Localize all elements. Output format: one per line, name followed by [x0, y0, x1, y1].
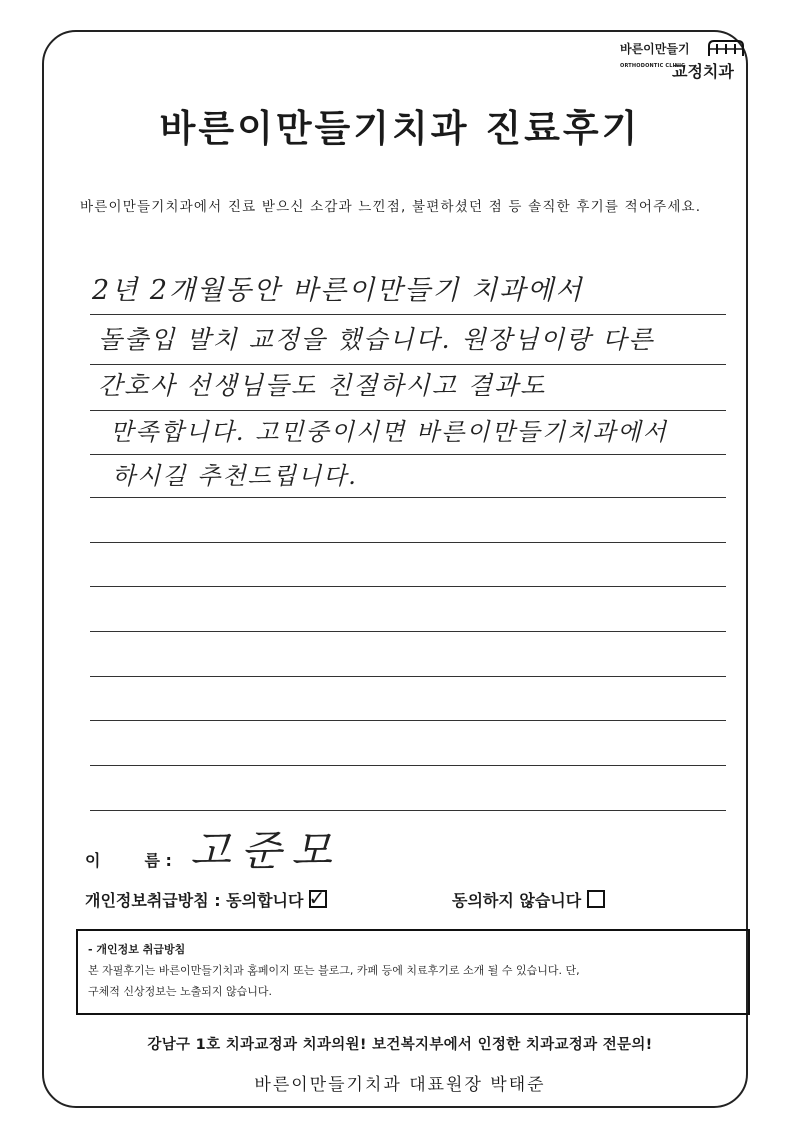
writing-line	[90, 454, 726, 455]
review-handwriting-line: 만족합니다. 고민중이시면 바른이만들기치과에서	[110, 418, 668, 446]
review-handwriting-line: 2년 2개월동안 바른이만들기 치과에서	[92, 275, 584, 306]
privacy-policy-box	[76, 929, 750, 1015]
intro-text: 바른이만들기치과에서 진료 받으신 소감과 느낀점, 불편하셨던 점 등 솔직한 후기를 적어주세요.	[80, 199, 702, 215]
writing-line	[90, 542, 726, 543]
writing-line	[90, 720, 726, 721]
consent-checkbox[interactable]	[308, 886, 327, 910]
name-label: 이	[85, 851, 101, 870]
consent-row	[85, 888, 327, 911]
logo-name: 바른이만들기	[620, 42, 690, 56]
review-handwriting-line: 하시길 추천드립니다.	[112, 462, 358, 490]
logo-clinic-type: 교정치과	[672, 62, 734, 81]
writing-line	[90, 314, 726, 315]
name-handwriting: 고준모	[190, 826, 342, 875]
writing-line	[90, 810, 726, 811]
name-label-suffix: 름 :	[144, 851, 172, 870]
writing-line	[90, 676, 726, 677]
writing-line	[90, 631, 726, 632]
name-row	[85, 848, 172, 871]
checkmark-icon: ✓	[308, 886, 326, 910]
no-consent-label: 동의하지 않습니다	[452, 891, 582, 910]
clinic-logo	[620, 38, 750, 90]
writing-line	[90, 765, 726, 766]
policy-heading: - 개인정보 취급방침	[88, 943, 186, 956]
review-handwriting-line: 돌출입 발치 교정을 했습니다. 원장님이랑 다른	[98, 325, 655, 354]
no-consent-row	[452, 888, 605, 911]
logo-subtitle: ORTHODONTIC CLINIC	[620, 63, 686, 69]
review-handwriting-line: 간호사 선생님들도 친절하시고 결과도	[98, 371, 547, 400]
writing-line	[90, 586, 726, 587]
policy-text: 구체적 신상정보는 노출되지 않습니다.	[88, 985, 273, 998]
footer-tagline: 강남구 1호 치과교정과 치과의원! 보건복지부에서 인정한 치과교정과 전문의!	[147, 1037, 653, 1053]
policy-text: 본 자필후기는 바른이만들기치과 홈페이지 또는 블로그, 카페 등에 치료후기로 소개 될 수 있습니다. 단,	[88, 964, 580, 977]
teeth-icon	[706, 38, 746, 60]
page-title: 바른이만들기치과 진료후기	[159, 107, 641, 150]
writing-line	[90, 497, 726, 498]
footer-signature: 바른이만들기치과 대표원장 박태준	[254, 1075, 546, 1095]
consent-label: 개인정보취급방침 : 동의합니다	[85, 891, 304, 910]
writing-line	[90, 410, 726, 411]
no-consent-checkbox[interactable]	[587, 890, 605, 908]
writing-line	[90, 364, 726, 365]
